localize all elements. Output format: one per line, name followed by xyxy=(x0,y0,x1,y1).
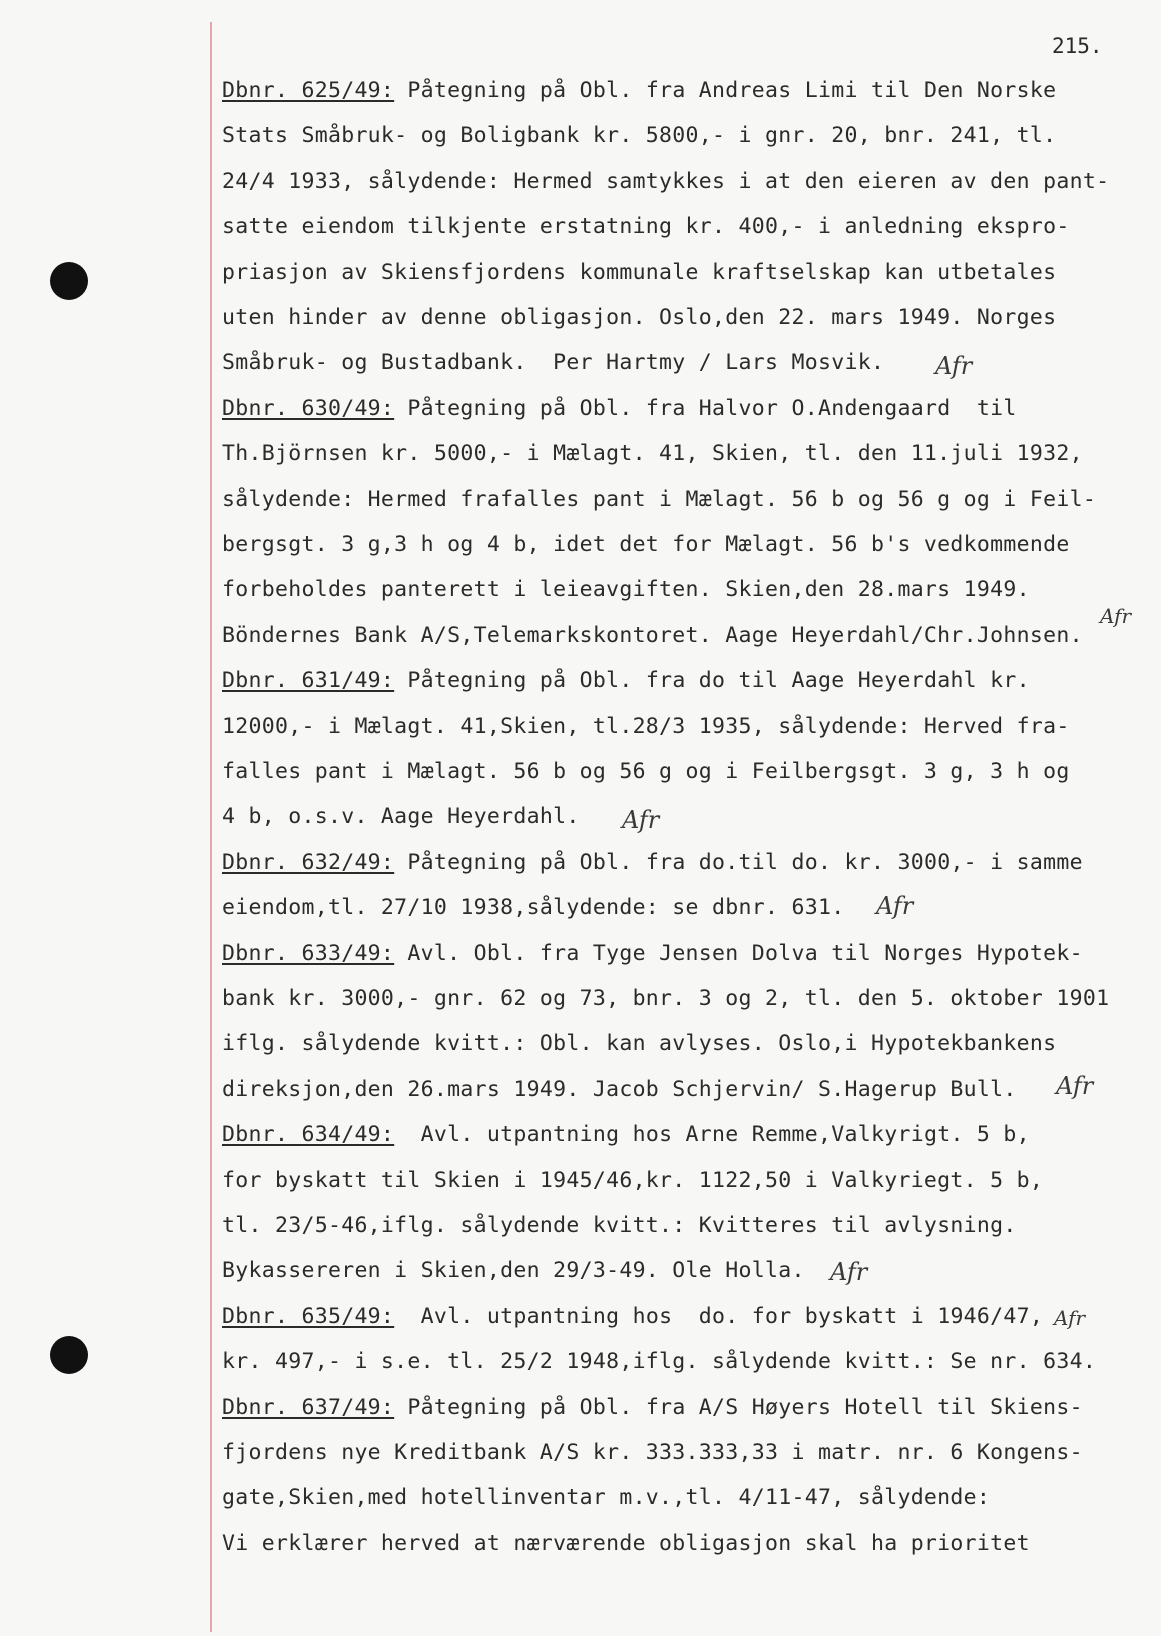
entry-number: Dbnr. 631/49: xyxy=(222,668,395,694)
entry-text: kr. 497,- i s.e. tl. 25/2 1948,iflg. sålydende kvitt.: Se nr. 634. xyxy=(222,1349,1097,1375)
entry-text: Th.Björnsen kr. 5000,- i Mælagt. 41, Skien, tl. den 11.juli 1932, xyxy=(222,441,1083,467)
text-line xyxy=(222,1349,1096,1374)
entry-text: for byskatt til Skien i 1945/46,kr. 1122,50 i Valkyriegt. 5 b, xyxy=(222,1167,1044,1193)
entry-text: Avl. utpantning hos do. for byskatt i 1946/47, xyxy=(394,1303,1044,1329)
text-line xyxy=(222,1031,1056,1056)
entry-text: Bykassereren i Skien,den 29/3-49. Ole Holla. xyxy=(222,1258,805,1284)
handwritten-initials: Afr xyxy=(1100,604,1132,628)
page-number: 215. xyxy=(1052,34,1103,58)
entry-text: priasjon av Skiensfjordens kommunale kraftselskap kan utbetales xyxy=(222,259,1057,285)
text-line xyxy=(222,1258,805,1283)
entry-number: Dbnr. 625/49: xyxy=(222,78,395,103)
entry-text: Stats Småbruk- og Boligbank kr. 5800,- i gnr. 20, bnr. 241, tl. xyxy=(222,123,1057,149)
entry-text: uten hinder av denne obligasjon. Oslo,den 22. mars 1949. Norges xyxy=(222,305,1057,330)
text-line xyxy=(222,487,1096,512)
text-line xyxy=(222,305,1056,330)
handwritten-initials: Afr xyxy=(830,1258,868,1286)
text-line xyxy=(222,668,1030,693)
text-line xyxy=(222,1531,1030,1556)
entry-text: Påtegning på Obl. fra do.til do. kr. 3000,- i samme xyxy=(394,849,1083,875)
entry-number: Dbnr. 634/49: xyxy=(222,1122,395,1148)
text-line xyxy=(222,804,580,829)
text-line xyxy=(222,78,1056,103)
handwritten-initials: Afr xyxy=(1056,1072,1094,1100)
entry-number: Dbnr. 635/49: xyxy=(222,1303,395,1329)
entry-text: sålydende: Hermed frafalles pant i Mælagt. 56 b og 56 g og i Feil- xyxy=(222,486,1097,512)
text-line xyxy=(222,714,1070,739)
entry-number: Dbnr. 637/49: xyxy=(222,1394,395,1420)
entry-text: Avl. Obl. fra Tyge Jensen Dolva til Norges Hypotek- xyxy=(394,940,1083,966)
entry-text: iflg. sålydende kvitt.: Obl. kan avlyses. Oslo,i Hypotekbankens xyxy=(222,1031,1057,1057)
text-line xyxy=(222,759,1070,784)
text-line xyxy=(222,850,1083,875)
margin-rule xyxy=(210,22,212,1632)
entry-text: Avl. utpantning hos Arne Remme,Valkyrigt. 5 b, xyxy=(394,1122,1030,1148)
entry-text: Småbruk- og Bustadbank. Per Hartmy / Lars Mosvik. xyxy=(222,350,885,376)
text-line xyxy=(222,396,1017,421)
entry-text: forbeholdes panterett i leieavgiften. Skien,den 28.mars 1949. xyxy=(222,577,1030,603)
handwritten-initials: Afr xyxy=(1054,1306,1086,1330)
handwritten-initials: Afr xyxy=(622,806,660,834)
handwritten-initials: Afr xyxy=(876,892,914,920)
text-line xyxy=(222,214,1070,239)
text-line xyxy=(222,1213,1017,1238)
entry-text: Påtegning på Obl. fra A/S Høyers Hotell til Skiens- xyxy=(394,1394,1083,1420)
text-line xyxy=(222,1168,1043,1193)
handwritten-initials: Afr xyxy=(935,352,973,380)
text-line xyxy=(222,1077,1017,1102)
entry-text: Vi erklærer herved at nærværende obligasjon skal ha prioritet xyxy=(222,1530,1030,1556)
entry-text: Böndernes Bank A/S,Telemarkskontoret. Aage Heyerdahl/Chr.Johnsen. xyxy=(222,622,1083,648)
entry-text: gate,Skien,med hotellinventar m.v.,tl. 4/11-47, sålydende: xyxy=(222,1485,991,1511)
text-line xyxy=(222,123,1056,148)
entry-text: bergsgt. 3 g,3 h og 4 b, idet det for Mælagt. 56 b's vedkommende xyxy=(222,532,1070,557)
entry-text: fjordens nye Kreditbank A/S kr. 333.333,33 i matr. nr. 6 Kongens- xyxy=(222,1440,1083,1465)
entry-number: Dbnr. 632/49: xyxy=(222,849,395,875)
entry-text: direksjon,den 26.mars 1949. Jacob Schjervin/ S.Hagerup Bull. xyxy=(222,1076,1017,1102)
entry-text: 24/4 1933, sålydende: Hermed samtykkes i at den eieren av den pant- xyxy=(222,168,1110,194)
text-line xyxy=(222,350,884,375)
entry-text: bank kr. 3000,- gnr. 62 og 73, bnr. 3 og 2, tl. den 5. oktober 1901 xyxy=(222,986,1110,1011)
entry-text: satte eiendom tilkjente erstatning kr. 400,- i anledning ekspro- xyxy=(222,214,1070,240)
text-line xyxy=(222,441,1083,466)
entry-text: 4 b, o.s.v. Aage Heyerdahl. xyxy=(222,804,580,830)
text-line xyxy=(222,532,1070,557)
entry-text: 12000,- i Mælagt. 41,Skien, tl.28/3 1935, sålydende: Herved fra- xyxy=(222,713,1070,739)
text-line xyxy=(222,1440,1083,1465)
text-line xyxy=(222,623,1083,648)
text-line xyxy=(222,895,844,920)
text-line xyxy=(222,941,1083,966)
text-line xyxy=(222,1122,1030,1147)
text-line xyxy=(222,1395,1083,1420)
text-line xyxy=(222,986,1109,1011)
entry-text: Påtegning på Obl. fra Andreas Limi til Den Norske xyxy=(394,78,1057,103)
entry-text: Påtegning på Obl. fra do til Aage Heyerdahl kr. xyxy=(394,668,1030,694)
entry-text: tl. 23/5-46,iflg. sålydende kvitt.: Kvitteres til avlysning. xyxy=(222,1213,1017,1238)
entry-text: Påtegning på Obl. fra Halvor O.Andengaard til xyxy=(394,395,1017,421)
punch-hole xyxy=(50,262,88,300)
entry-number: Dbnr. 630/49: xyxy=(222,395,395,421)
entry-text: falles pant i Mælagt. 56 b og 56 g og i Feilbergsgt. 3 g, 3 h og xyxy=(222,759,1070,784)
entry-number: Dbnr. 633/49: xyxy=(222,940,395,966)
text-line xyxy=(222,169,1109,194)
entry-text: eiendom,tl. 27/10 1938,sålydende: se dbnr. 631. xyxy=(222,895,845,921)
text-line xyxy=(222,577,1030,602)
text-line xyxy=(222,1304,1043,1329)
text-line xyxy=(222,1485,990,1510)
punch-hole xyxy=(50,1336,88,1374)
text-line xyxy=(222,260,1056,285)
